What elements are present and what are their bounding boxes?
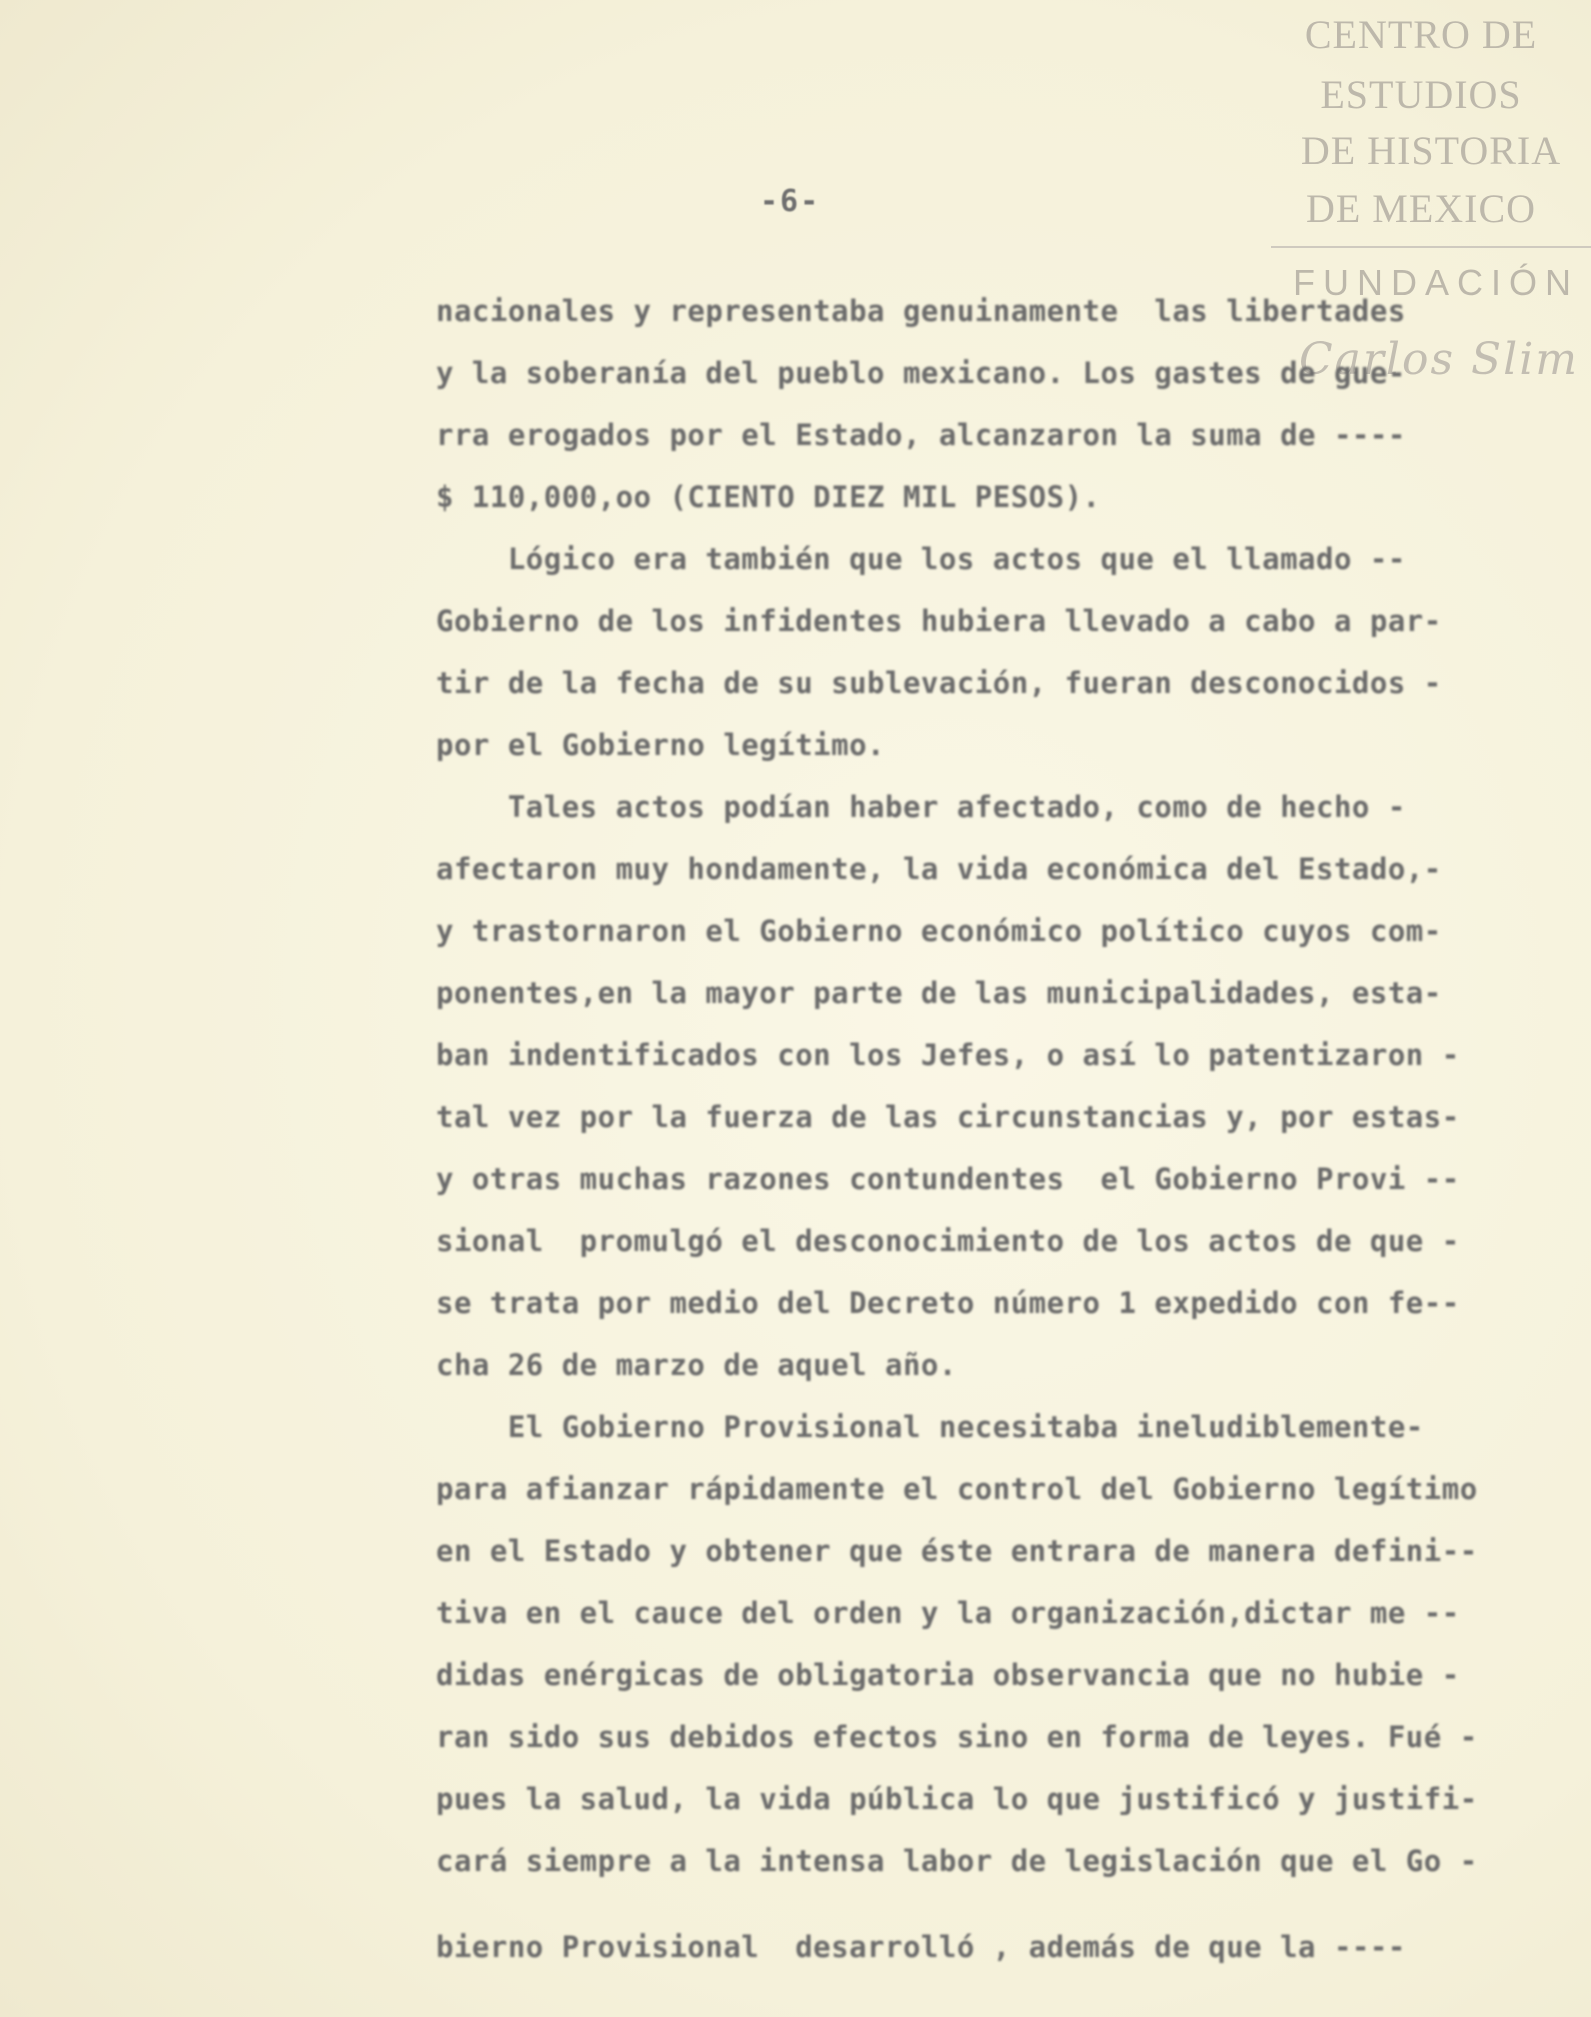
text-line: $ 110,000,oo (CIENTO DIEZ MIL PESOS). (436, 480, 1101, 514)
watermark-line-4: DE MEXICO (1305, 186, 1537, 231)
watermark-line-1: CENTRO DE (1304, 12, 1538, 57)
text-line: cará siempre a la intensa labor de legislación que el Go - (436, 1844, 1478, 1878)
text-line: rra erogados por el Estado, alcanzaron la suma de ---- (436, 418, 1406, 452)
text-line: para afianzar rápidamente el control del Gobierno legítimo (436, 1472, 1478, 1506)
text-line: bierno Provisional desarrolló , además de que la ---- (436, 1930, 1406, 1964)
typewritten-body (436, 280, 1536, 1978)
page-number: -6- (760, 184, 821, 219)
text-line: y otras muchas razones contundentes el Gobierno Provi -- (436, 1162, 1460, 1196)
text-line: ponentes,en la mayor parte de las municipalidades, esta- (436, 976, 1442, 1010)
text-line: sional promulgó el desconocimiento de los actos de que - (436, 1224, 1460, 1258)
text-line: Gobierno de los infidentes hubiera llevado a cabo a par- (436, 604, 1442, 638)
text-line: nacionales y representaba genuinamente las libertades (436, 294, 1406, 328)
text-line: ran sido sus debidos efectos sino en forma de leyes. Fué - (436, 1720, 1478, 1754)
watermark-signature: Carlos Slim (1298, 334, 1580, 385)
text-line: afectaron muy hondamente, la vida económica del Estado,- (436, 852, 1442, 886)
text-line: en el Estado y obtener que éste entrara de manera defini-- (436, 1534, 1478, 1568)
text-line: Tales actos podían haber afectado, como de hecho - (436, 790, 1406, 824)
watermark-fundacion: FUNDACIÓN (1293, 262, 1579, 303)
text-line: El Gobierno Provisional necesitaba ineludiblemente- (436, 1410, 1424, 1444)
text-line: didas enérgicas de obligatoria observancia que no hubie - (436, 1658, 1460, 1692)
text-line: tiva en el cauce del orden y la organización,dictar me -- (436, 1596, 1460, 1630)
text-line: ban indentificados con los Jefes, o así lo patentizaron - (436, 1038, 1460, 1072)
text-line: y trastornaron el Gobierno económico político cuyos com- (436, 914, 1442, 948)
text-line: Lógico era también que los actos que el llamado -- (436, 542, 1406, 576)
watermark-line-2: ESTUDIOS (1320, 72, 1522, 117)
text-line: tal vez por la fuerza de las circunstancias y, por estas- (436, 1100, 1460, 1134)
text-line: cha 26 de marzo de aquel año. (436, 1348, 957, 1382)
watermark-line-3: DE HISTORIA (1300, 128, 1562, 173)
text-line: se trata por medio del Decreto número 1 expedido con fe-- (436, 1286, 1460, 1320)
text-line: y la soberanía del pueblo mexicano. Los gastes de gue- (436, 356, 1406, 390)
text-line: por el Gobierno legítimo. (436, 728, 885, 762)
watermark-divider (1271, 246, 1591, 248)
text-line: tir de la fecha de su sublevación, fueran desconocidos - (436, 666, 1442, 700)
text-line: pues la salud, la vida pública lo que justificó y justifi- (436, 1782, 1478, 1816)
